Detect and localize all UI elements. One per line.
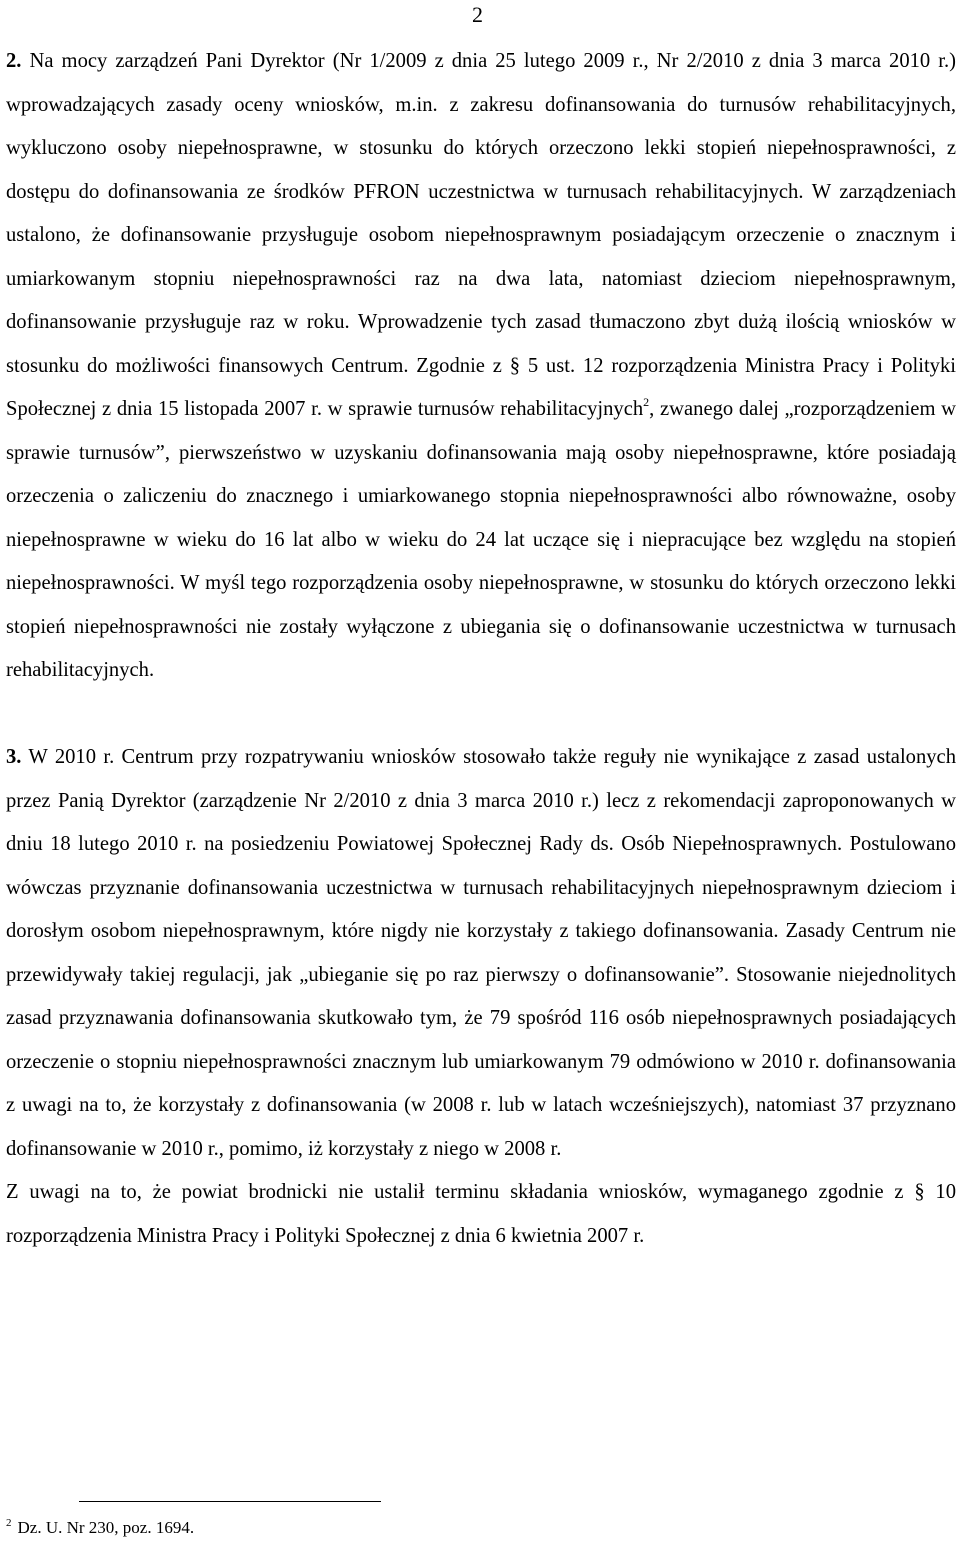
document-body	[6, 40, 956, 1258]
page-number: 2	[472, 2, 483, 27]
paragraph-text-continued: , zwanego dalej „rozporządzeniem w sprawie turnusów”, pierwszeństwo w uzyskaniu dofinansowania mają osoby niepełnosprawne, które posiadają orzeczenia o zaliczeniu do znacznego i umiarkowanego stopnia niepełnosprawności albo równoważne, osoby niepełnosprawne w wieku do 16 lat albo w wieku do 24 lat uczące się i niepracujące bez względu na stopień niepełnosprawności. W myśl tego rozporządzenia osoby niepełnosprawne, w stosunku do których orzeczono lekki stopień niepełnosprawności nie zostały wyłączone z ubiegania się o dofinansowanie uczestnictwa w turnusach rehabilitacyjnych.	[6, 398, 957, 681]
paragraph-number: 2.	[6, 50, 22, 72]
paragraph-continuation	[6, 1171, 956, 1258]
paragraph-2	[6, 40, 956, 693]
footnote-reference: 2	[643, 395, 650, 409]
footnote	[6, 1517, 194, 1539]
paragraph-number: 3.	[6, 746, 22, 768]
footnote-text: Dz. U. Nr 230, poz. 1694.	[17, 1518, 195, 1537]
paragraph-3	[6, 736, 956, 1171]
paragraph-text: Z uwagi na to, że powiat brodnicki nie ustalił terminu składania wniosków, wymaganego zgodnie z § 10 rozporządzenia Ministra Pracy i Polityki Społecznej z dnia 6 kwietnia 2007 r.	[6, 1181, 956, 1247]
paragraph-text: Na mocy zarządzeń Pani Dyrektor (Nr 1/2009 z dnia 25 lutego 2009 r., Nr 2/2010 z dnia 3 marca 2010 r.) wprowadzających zasady oceny wniosków, m.in. z zakresu dofinansowania do turnusów rehabilitacyjnych, wykluczono osoby niepełnosprawne, w stosunku do których orzeczono lekki stopień niepełnosprawności, z dostępu do dofinansowania ze środków PFRON uczestnictwa w turnusach rehabilitacyjnych. W zarządzeniach ustalono, że dofinansowanie przysługuje osobom niepełnosprawnym posiadającym orzeczenie o znacznym i umiarkowanym stopniu niepełnosprawności raz na dwa lata, natomiast dzieciom niepełnosprawnym, dofinansowanie przysługuje raz w roku. Wprowadzenie tych zasad tłumaczono zbyt dużą ilością wniosków w stosunku do możliwości finansowych Centrum. Zgodnie z § 5 ust. 12 rozporządzenia Ministra Pracy i Polityki Społecznej z dnia 15 listopada 2007 r. w sprawie turnusów rehabilitacyjnych	[6, 50, 956, 420]
footnote-mark: 2	[6, 1517, 12, 1529]
paragraph-text: W 2010 r. Centrum przy rozpatrywaniu wniosków stosowało także reguły nie wynikające z zasad ustalonych przez Panią Dyrektor (zarządzenie Nr 2/2010 z dnia 3 marca 2010 r.) lecz z rekomendacji zaproponowanych w dniu 18 lutego 2010 r. na posiedzeniu Powiatowej Społecznej Rady ds. Osób Niepełnosprawnych. Postulowano wówczas przyznanie dofinansowania uczestnictwa w turnusach rehabilitacyjnych niepełnosprawnym dzieciom i dorosłym osobom niepełnosprawnym, które nigdy nie korzystały z takiego dofinansowania. Zasady Centrum nie przewidywały takiej regulacji, jak „ubieganie się po raz pierwszy o dofinansowanie”. Stosowanie niejednolitych zasad przyznawania dofinansowania skutkowało tym, że 79 spośród 116 osób niepełnosprawnych posiadających orzeczenie o stopniu niepełnosprawności znacznym lub umiarkowanym 79 odmówiono w 2010 r. dofinansowania z uwagi na to, że korzystały z dofinansowania (w 2008 r. lub w latach wcześniejszych), natomiast 37 przyznano dofinansowanie w 2010 r., pomimo, iż korzystały z niego w 2008 r.	[6, 746, 956, 1160]
footnote-separator	[79, 1501, 381, 1502]
